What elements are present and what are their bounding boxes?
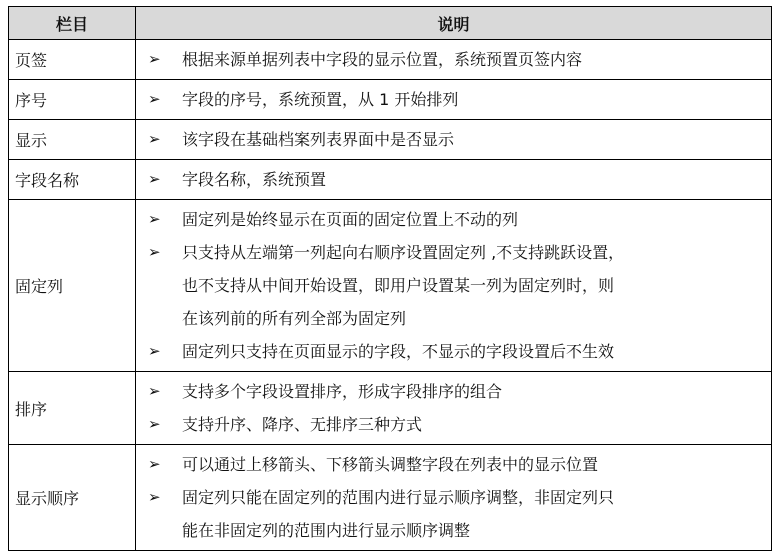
row-description <box>136 120 772 160</box>
description-item: 字段名称，系统预置 <box>182 170 327 189</box>
row-name: 序号 <box>9 80 136 120</box>
description-continuation: 能在非固定列的范围内进行显示顺序调整 <box>182 521 471 540</box>
description-continuation: 在该列前的所有列全部为固定列 <box>182 309 407 328</box>
row-name: 排序 <box>9 372 136 445</box>
bullet-arrow-icon: ➢ <box>148 210 161 228</box>
description-item: 根据来源单据列表中字段的显示位置，系统预置页签内容 <box>182 50 583 69</box>
bullet-arrow-icon: ➢ <box>148 130 161 148</box>
table-row-sequence <box>9 80 772 120</box>
description-item: 固定列只能在固定列的范围内进行显示顺序调整，非固定列只 <box>182 488 615 507</box>
bullet-arrow-icon: ➢ <box>148 50 161 68</box>
table-row-sort <box>9 372 772 445</box>
header-column-description: 说明 <box>136 7 772 40</box>
row-description <box>136 200 772 372</box>
description-continuation: 也不支持从中间开始设置，即用户设置某一列为固定列时，则 <box>182 276 615 295</box>
table-row-tab <box>9 40 772 80</box>
row-description <box>136 40 772 80</box>
table-row-fixed-column <box>9 200 772 372</box>
row-name: 固定列 <box>9 200 136 372</box>
bullet-arrow-icon: ➢ <box>148 170 161 188</box>
header-column-name: 栏目 <box>9 7 136 40</box>
field-settings-table <box>8 6 772 551</box>
table-row-field-name <box>9 160 772 200</box>
row-name: 显示 <box>9 120 136 160</box>
description-item: 可以通过上移箭头、下移箭头调整字段在列表中的显示位置 <box>182 455 599 474</box>
bullet-arrow-icon: ➢ <box>148 415 161 433</box>
description-item: 支持升序、降序、无排序三种方式 <box>182 415 423 434</box>
bullet-arrow-icon: ➢ <box>148 342 161 360</box>
row-description <box>136 160 772 200</box>
bullet-arrow-icon: ➢ <box>148 488 161 506</box>
bullet-arrow-icon: ➢ <box>148 455 161 473</box>
table-row-display <box>9 120 772 160</box>
description-item: 固定列只支持在页面显示的字段，不显示的字段设置后不生效 <box>182 342 615 361</box>
bullet-arrow-icon: ➢ <box>148 243 161 261</box>
description-item: 字段的序号，系统预置，从 1 开始排列 <box>182 90 459 109</box>
table-row-display-order <box>9 445 772 551</box>
row-description <box>136 80 772 120</box>
description-item: 该字段在基础档案列表界面中是否显示 <box>182 130 455 149</box>
row-description <box>136 372 772 445</box>
bullet-arrow-icon: ➢ <box>148 90 161 108</box>
row-name: 页签 <box>9 40 136 80</box>
description-item: 支持多个字段设置排序，形成字段排序的组合 <box>182 382 503 401</box>
row-description <box>136 445 772 551</box>
description-item: 固定列是始终显示在页面的固定位置上不动的列 <box>182 210 519 229</box>
description-item: 只支持从左端第一列起向右顺序设置固定列 ,不支持跳跃设置， <box>182 243 625 262</box>
row-name: 显示顺序 <box>9 445 136 551</box>
bullet-arrow-icon: ➢ <box>148 382 161 400</box>
row-name: 字段名称 <box>9 160 136 200</box>
table-header-row <box>9 7 772 40</box>
